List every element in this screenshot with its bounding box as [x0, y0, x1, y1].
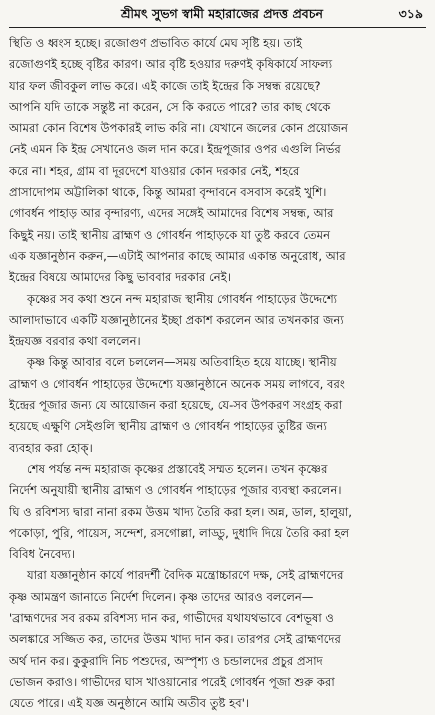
- text-line: কৃষ্ণের সব কথা শুনে নন্দ মহারাজ স্থানীয় গোবর্ধন পাহাড়ের উদ্দেশ্যে: [27, 291, 338, 306]
- page-number: ৩১৯: [398, 6, 423, 21]
- body-text: [9, 33, 425, 715]
- text-line: করে না। শহর, গ্রাম বা দূরদেশে যাওয়ার কোন দরকার নেই, শহরে: [9, 163, 300, 178]
- text-line: রজোগুণই হচ্ছে বৃষ্টির কারণ। আর বৃষ্টি হওয়ার দরুণই কৃষিকার্যে সাফল্য: [9, 57, 333, 72]
- text-line: পকোড়া, পুরি, পায়েস, সন্দেশ, রসগোল্লা, লাড্ডু, দুধাদি দিয়ে তৈরি করা হল: [9, 525, 350, 540]
- header-title: শ্রীমৎ সুভগ স্বামী মহারাজের প্রদত্ত প্রবচন: [121, 6, 323, 21]
- text-line: ব্যবহার করা হোক্।: [9, 440, 93, 455]
- text-line: কৃষ্ণ কিন্তু আবার বলে চললেন—সময় অতিবাহিত হয়ে যাচ্ছে। স্থানীয়: [27, 355, 337, 370]
- text-line: ইন্দ্রের বিষয়ে আমাদের কিছু ভাববার দরকার নেই।: [9, 270, 231, 285]
- text-line: আমরা কোন বিশেষ উপকারই লাভ করি না। যেখানে জলের কোন প্রয়োজন: [9, 121, 348, 136]
- text-line: নেই এমন কি ইন্দ্র সেখানেও জল দান করে। ইন্দ্রপূজার ওপর এগুলি নির্ভর: [9, 142, 341, 157]
- text-line: ভোজন করাও। গাভীদের ঘাস খাওয়ানোর পরেই গোবর্ধন পূজা শুরু করা: [9, 674, 335, 689]
- text-line: কৃষ্ণ আমন্ত্রণ জানাতে নির্দেশ দিলেন। কৃষ্ণ তাদের আরও বললেন—: [9, 589, 314, 604]
- running-header: [9, 6, 423, 26]
- text-line: বিবিধ নৈবেদ্য।: [9, 547, 76, 562]
- text-line: হয়েছে এক্ষুণি সেইগুলি স্থানীয় ব্রাহ্মণ ও গোবর্ধন পাহাড়ের তুষ্টির জন্য: [9, 419, 327, 434]
- text-line: স্থিতি ও ধ্বংস হচ্ছে। রজোগুণ প্রভাবিত কার্যে মেঘ সৃষ্টি হয়। তাই: [9, 36, 302, 50]
- text-line: অলঙ্কারে সজ্জিত কর, তাদের উত্তম খাদ্য দান কর। তারপর সেই ব্রাহ্মণদের: [9, 632, 341, 647]
- text-line: শেষ পর্যন্ত নন্দ মহারাজ কৃষ্ণের প্রস্তাবেই সম্মত হলেন। তখন কৃষ্ণের: [27, 461, 328, 476]
- text-line: এক যজ্ঞানুষ্ঠান করুন,—এটাই আপনার কাছে আমার একান্ত অনুরোধ, আর: [9, 248, 346, 263]
- text-line: ইন্দ্রযজ্ঞ বরবার কথা বললেন।: [9, 334, 141, 349]
- text-line: ব্রাহ্মণ ও গোবর্ধন পাহাড়ের উদ্দেশ্যে যজ্ঞানুষ্ঠানে অনেক সময় লাগবে, বরং: [9, 376, 345, 391]
- text-line: আলাদাভাবে একটি যজ্ঞানুষ্ঠানের ইচ্ছা প্রকাশ করলেন আর তখনকার জন্য: [9, 312, 344, 327]
- text-line: যারা যজ্ঞানুষ্ঠান কার্যে পারদর্শী বৈদিক মন্ত্রোচ্চারণে দক্ষ, সেই ব্রাহ্মণদের: [27, 568, 344, 583]
- text-line: আপনি যদি তাকে সন্তুষ্ট না করেন, সে কি করতে পারে? তার কাছ থেকে: [9, 99, 331, 114]
- text-line: 'ব্রাহ্মণদের সব রকম রবিশস্য দান কর, গাভীদের যথাযথভাবে বেশভূষা ও: [9, 611, 334, 626]
- text-line: গোবর্ধন পাহাড় আর বৃন্দারণ্য, এদের সঙ্গেই আমাদের বিশেষ সম্বন্ধ, আর: [9, 206, 334, 221]
- text-line: যেতে পারে। এই যজ্ঞ অনুষ্ঠানে আমি অতীব তুষ্ট হব'।: [9, 696, 250, 711]
- text-line: ইন্দ্রের পূজার জন্য যে আয়োজন করা হয়েছে, যে-সব উপকরণ সংগ্রহ করা: [9, 398, 343, 413]
- text-line: প্রাসাদোপম অট্টালিকা থাকে, কিন্তু আমরা বৃন্দাবনে বসবাস করেই খুশি।: [9, 185, 327, 200]
- text-line: ঘি ও রবিশস্য দ্বারা নানা রকম উত্তম খাদ্য তৈরি করা হল। অন্ন, ডাল, হালুয়া,: [9, 504, 352, 519]
- text-line: অর্থ দান কর। কুকুরাদি নিচ পশুদের, অস্পৃশ্য ও চন্ডালদের প্রচুর প্রসাদ: [9, 653, 323, 668]
- text-line: নির্দেশ অনুযায়ী স্থানীয় ব্রাহ্মণ ও গোবর্ধন পাহাড়ের পূজার ব্যবস্থা করলেন।: [9, 483, 342, 498]
- text-line: কিছুই নয়। তাই স্থানীয় ব্রাহ্মণ ও গোবর্ধন পাহাড়কে যা তুষ্ট করবে তেমন: [9, 227, 331, 242]
- text-line: যার ফল জীবকুল লাভ করে। এই কাজে তাই ইন্দ্রের কি সম্বন্ধ রয়েছে?: [9, 78, 321, 93]
- header-rule: [9, 27, 426, 28]
